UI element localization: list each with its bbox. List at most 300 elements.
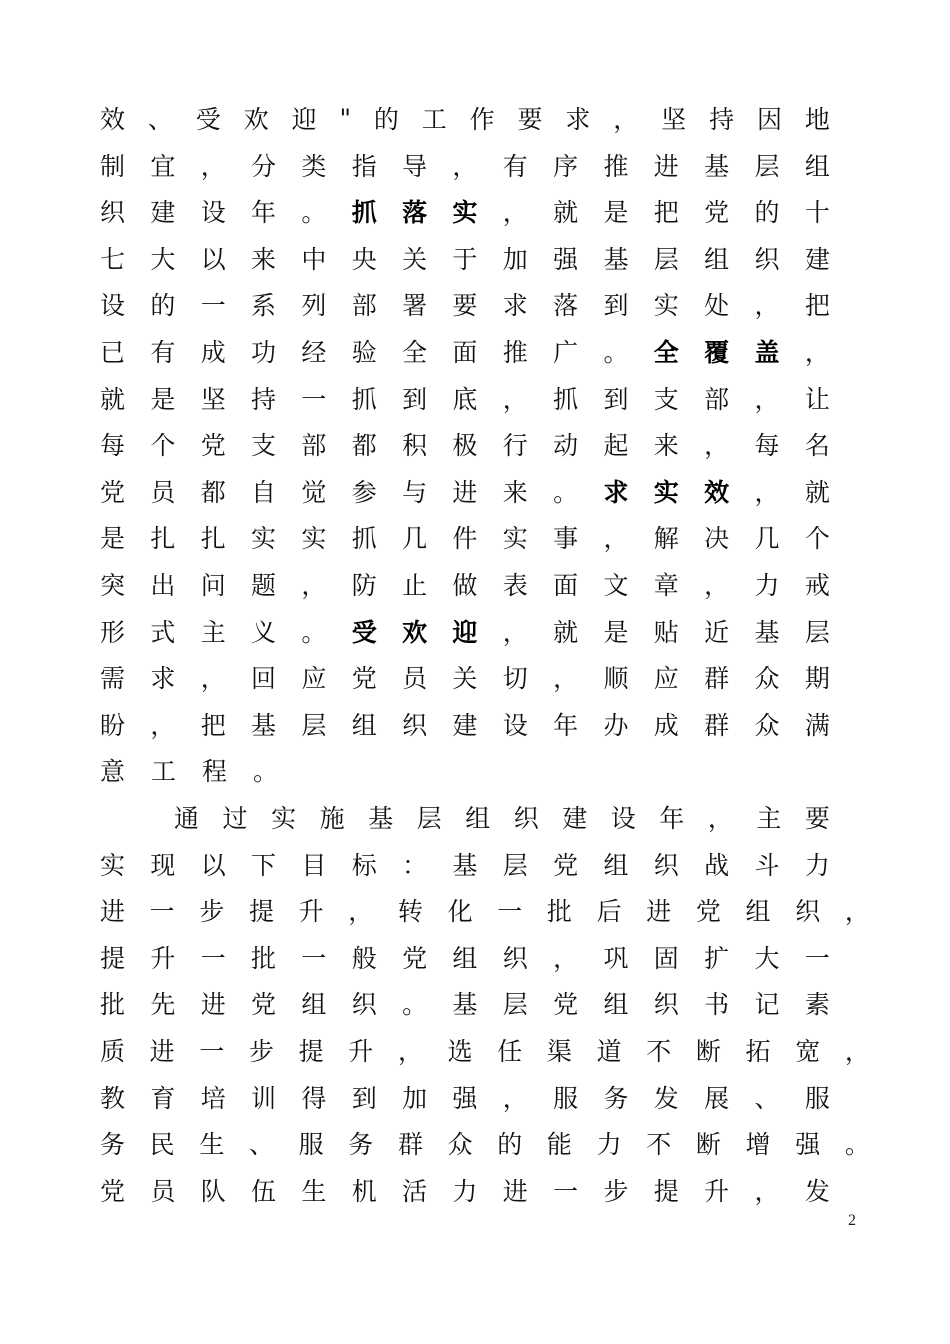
character: 抓 [553,384,579,414]
character: ， [150,710,176,740]
text-line [100,893,870,927]
character: 年 [659,804,685,833]
character: 盼 [100,710,126,740]
character: 觉 [301,477,327,507]
character: 极 [452,431,478,461]
character: 党 [100,477,126,507]
character: ， [704,571,730,600]
character: 工 [421,105,447,134]
bold-character: 欢 [402,617,428,647]
bold-character: 盖 [754,338,780,367]
character: 展 [704,1083,730,1113]
bold-character: 求 [603,477,629,507]
character: 期 [804,664,830,694]
bold-character: 覆 [704,338,730,367]
character: ， [707,804,733,833]
character: 转 [397,897,423,927]
character: 党 [251,990,277,1020]
character: 群 [397,1130,423,1160]
character: 巩 [603,943,629,973]
character: ， [502,198,528,228]
character: 因 [756,105,782,134]
character: 表 [502,571,528,600]
character: 欢 [243,105,269,134]
character: 步 [199,897,225,927]
character: 突 [100,571,126,600]
character: 党 [695,897,721,927]
character: 织 [502,943,528,973]
character: 步 [248,1037,274,1066]
character: ， [804,338,830,367]
character: 织 [513,804,539,833]
character: 功 [251,338,277,367]
character: 服 [298,1130,324,1160]
character: 抓 [351,524,377,554]
character: 式 [150,617,176,647]
character: 宽 [795,1037,821,1066]
character: 主 [200,617,226,647]
character: 组 [452,943,478,973]
character: 是 [603,617,629,647]
character: 都 [200,477,226,507]
character: 务 [348,1130,374,1160]
character: 不 [646,1037,672,1066]
character: ， [613,105,639,134]
character: 力 [754,571,780,600]
character: 到 [603,291,629,321]
character: ， [301,571,327,600]
character: 批 [100,990,126,1020]
character: 求 [150,664,176,694]
character: 基 [754,617,780,647]
character: 员 [402,664,428,694]
character: 书 [704,990,730,1020]
character: 基 [368,804,394,833]
character: 建 [150,198,176,228]
character: 程 [202,757,228,787]
character: 就 [553,617,579,647]
character: 员 [150,477,176,507]
character: ， [553,943,579,973]
character: 决 [704,524,730,554]
character: 件 [452,524,478,554]
character: 央 [351,244,377,274]
character: 让 [804,384,830,414]
text-line [100,427,830,461]
bold-character: 迎 [452,617,478,647]
character: ， [754,384,780,414]
character: 迎 [291,105,317,134]
character: 下 [251,850,277,880]
character: 层 [804,617,830,647]
character: 年 [251,198,277,228]
character: ， [348,897,374,927]
character: 分 [251,151,277,181]
character: 强 [553,244,579,274]
character: 章 [653,571,679,600]
character: 应 [653,664,679,694]
character: 层 [502,850,528,880]
character: ， [754,291,780,321]
character: 以 [200,850,226,880]
character: ， [704,431,730,461]
text-line [100,707,830,741]
character: 关 [452,664,478,694]
text-line [100,1033,870,1067]
character: 活 [402,1176,428,1206]
character: ， [603,524,629,554]
character: 现 [150,850,176,880]
character: 记 [754,990,780,1020]
character: 。 [553,477,579,507]
character: 发 [653,1083,679,1113]
character: 要 [804,804,830,833]
character: 。 [301,617,327,647]
character: 底 [452,384,478,414]
character: 是 [603,198,629,228]
text-line [100,660,830,694]
bold-character: 全 [653,338,679,367]
bold-character: 抓 [351,198,377,228]
character: 回 [251,664,277,694]
character: 进 [502,1176,528,1206]
character: 战 [704,850,730,880]
character: 每 [100,431,126,461]
character: 坚 [661,105,687,134]
character: 民 [149,1130,175,1160]
character: ， [452,151,478,181]
character: 几 [754,524,780,554]
character: 力 [596,1130,622,1160]
bold-character: 落 [402,198,428,228]
character: 实 [653,291,679,321]
character: 质 [100,1037,126,1066]
character: 固 [653,943,679,973]
character: 众 [754,664,780,694]
character: 都 [351,431,377,461]
character: 文 [603,571,629,600]
character: 成 [200,338,226,367]
character: 织 [653,990,679,1020]
character: 一 [200,943,226,973]
character: 部 [351,291,377,321]
character: 层 [754,151,780,181]
character: 指 [351,151,377,181]
character: 经 [301,338,327,367]
text-line [100,1126,870,1160]
character: 实 [301,524,327,554]
character: 织 [653,850,679,880]
character: 宜 [150,151,176,181]
character: ， [553,664,579,694]
character: 问 [200,571,226,600]
character: 基 [251,710,277,740]
character: 伍 [251,1176,277,1206]
character: 顺 [603,664,629,694]
character: 服 [553,1083,579,1113]
character: 抓 [351,384,377,414]
character: 层 [502,990,528,1020]
character: 素 [804,990,830,1020]
character: 与 [402,477,428,507]
character: 基 [452,850,478,880]
character: 效 [100,105,126,134]
text-line [100,1173,830,1207]
character: 进 [653,151,679,181]
character: 进 [149,1037,175,1066]
character: 层 [301,710,327,740]
character: 升 [298,897,324,927]
text-line [100,567,830,601]
character: 党 [200,431,226,461]
text-line [174,800,830,834]
character: 组 [804,151,830,181]
character: 的 [150,291,176,321]
character: 实 [100,850,126,880]
character: 众 [754,710,780,740]
text-line [100,986,830,1020]
character: 义 [251,617,277,647]
character: ， [397,1037,423,1066]
character: 一 [497,897,523,927]
character: 近 [704,617,730,647]
character: 参 [351,477,377,507]
character: 个 [804,524,830,554]
character: 把 [653,198,679,228]
character: 是 [100,524,126,554]
character: 般 [351,943,377,973]
character: 教 [100,1083,126,1113]
character: 力 [452,1176,478,1206]
character: 步 [603,1176,629,1206]
character: 服 [804,1083,830,1113]
character: 加 [402,1083,428,1113]
character: 每 [754,431,780,461]
character: 基 [704,151,730,181]
character: 切 [502,664,528,694]
character: 面 [553,571,579,600]
character: 工 [151,757,177,787]
character: 大 [150,244,176,274]
character: 渠 [546,1037,572,1066]
text-line [100,614,830,648]
character: 升 [348,1037,374,1066]
character: 、 [147,105,173,134]
character: 就 [804,477,830,507]
character: 就 [100,384,126,414]
character: 扎 [150,524,176,554]
character: 就 [553,198,579,228]
text-line [100,847,830,881]
text-line [100,520,830,554]
character: 要 [517,105,543,134]
character: 关 [402,244,428,274]
character: 拓 [745,1037,771,1066]
character: 出 [150,571,176,600]
character: 层 [416,804,442,833]
character: 一 [553,1176,579,1206]
character: 作 [469,105,495,134]
character: 先 [150,990,176,1020]
character: 名 [804,431,830,461]
character: 建 [562,804,588,833]
character: ： [402,850,428,880]
character: 导 [402,151,428,181]
character: 一 [301,943,327,973]
character: 解 [653,524,679,554]
character: 有 [502,151,528,181]
text-line [100,940,830,974]
character: 组 [603,850,629,880]
character: 党 [704,198,730,228]
character: 建 [452,710,478,740]
character: 任 [497,1037,523,1066]
character: 目 [301,850,327,880]
text-line [100,753,830,787]
character: 。 [253,757,279,787]
character: 提 [248,897,274,927]
text-line [100,287,830,321]
character: 来 [502,477,528,507]
character: 组 [301,990,327,1020]
character: 断 [695,1130,721,1160]
character: " [339,103,351,133]
character: 后 [596,897,622,927]
character: 列 [301,291,327,321]
character: 面 [452,338,478,367]
character: 动 [553,431,579,461]
character: 部 [301,431,327,461]
character: 织 [351,990,377,1020]
character: 织 [100,198,126,228]
character: 自 [251,477,277,507]
character: 支 [653,384,679,414]
character: 培 [200,1083,226,1113]
character: 积 [402,431,428,461]
bold-character: 受 [351,617,377,647]
character: 力 [804,850,830,880]
character: 强 [795,1130,821,1160]
character: 要 [452,291,478,321]
character: 题 [251,571,277,600]
character: 办 [603,710,629,740]
character: 斗 [754,850,780,880]
character: 机 [351,1176,377,1206]
character: 。 [402,990,428,1020]
character: 来 [653,431,679,461]
character: 升 [704,1176,730,1206]
character: 主 [756,804,782,833]
character: 序 [553,151,579,181]
character: 批 [251,943,277,973]
character: 得 [301,1083,327,1113]
character: 验 [351,338,377,367]
character: 把 [804,291,830,321]
character: 到 [603,384,629,414]
character: 组 [704,244,730,274]
character: 选 [447,1037,473,1066]
character: 止 [402,571,428,600]
character: ， [200,664,226,694]
character: 到 [351,1083,377,1113]
character: 建 [804,244,830,274]
character: 的 [754,198,780,228]
character: 不 [646,1130,672,1160]
character: 支 [251,431,277,461]
character: 中 [301,244,327,274]
character: 群 [704,710,730,740]
character: 通 [174,804,200,833]
character: 员 [150,1176,176,1206]
character: 、 [248,1130,274,1160]
text-line [100,334,830,368]
character: 推 [502,338,528,367]
character: 织 [754,244,780,274]
character: 行 [502,431,528,461]
character: 设 [610,804,636,833]
character: 生 [199,1130,225,1160]
character: 的 [373,105,399,134]
character: 应 [301,664,327,694]
character: 到 [402,384,428,414]
character: 落 [553,291,579,321]
character: 标 [351,850,377,880]
character: 织 [795,897,821,927]
character: 的 [497,1130,523,1160]
character: 道 [596,1037,622,1066]
character: 十 [804,198,830,228]
character: 持 [251,384,277,414]
character: 基 [603,244,629,274]
character: 一 [200,291,226,321]
character: ， [844,897,870,927]
character: 党 [553,850,579,880]
text-line [100,101,830,135]
character: 过 [222,804,248,833]
character: 做 [452,571,478,600]
character: 坚 [200,384,226,414]
character: 个 [150,431,176,461]
character: 育 [150,1083,176,1113]
bold-character: 实 [653,477,679,507]
character: 断 [695,1037,721,1066]
character: 实 [271,804,297,833]
character: 进 [452,477,478,507]
character: 一 [199,1037,225,1066]
character: 署 [402,291,428,321]
character: 求 [502,291,528,321]
character: 。 [603,338,629,367]
character: 。 [301,198,327,228]
character: 把 [200,710,226,740]
character: 系 [251,291,277,321]
character: 化 [447,897,473,927]
character: 需 [100,664,126,694]
character: 批 [546,897,572,927]
character: ， [502,384,528,414]
character: 设 [200,198,226,228]
character: 一 [804,943,830,973]
character: 组 [603,990,629,1020]
bold-character: 实 [452,198,478,228]
character: 广 [553,338,579,367]
character: 增 [745,1130,771,1160]
character: 受 [195,105,221,134]
character: 年 [553,710,579,740]
character: 群 [704,664,730,694]
text-line [100,1080,830,1114]
character: 强 [452,1083,478,1113]
